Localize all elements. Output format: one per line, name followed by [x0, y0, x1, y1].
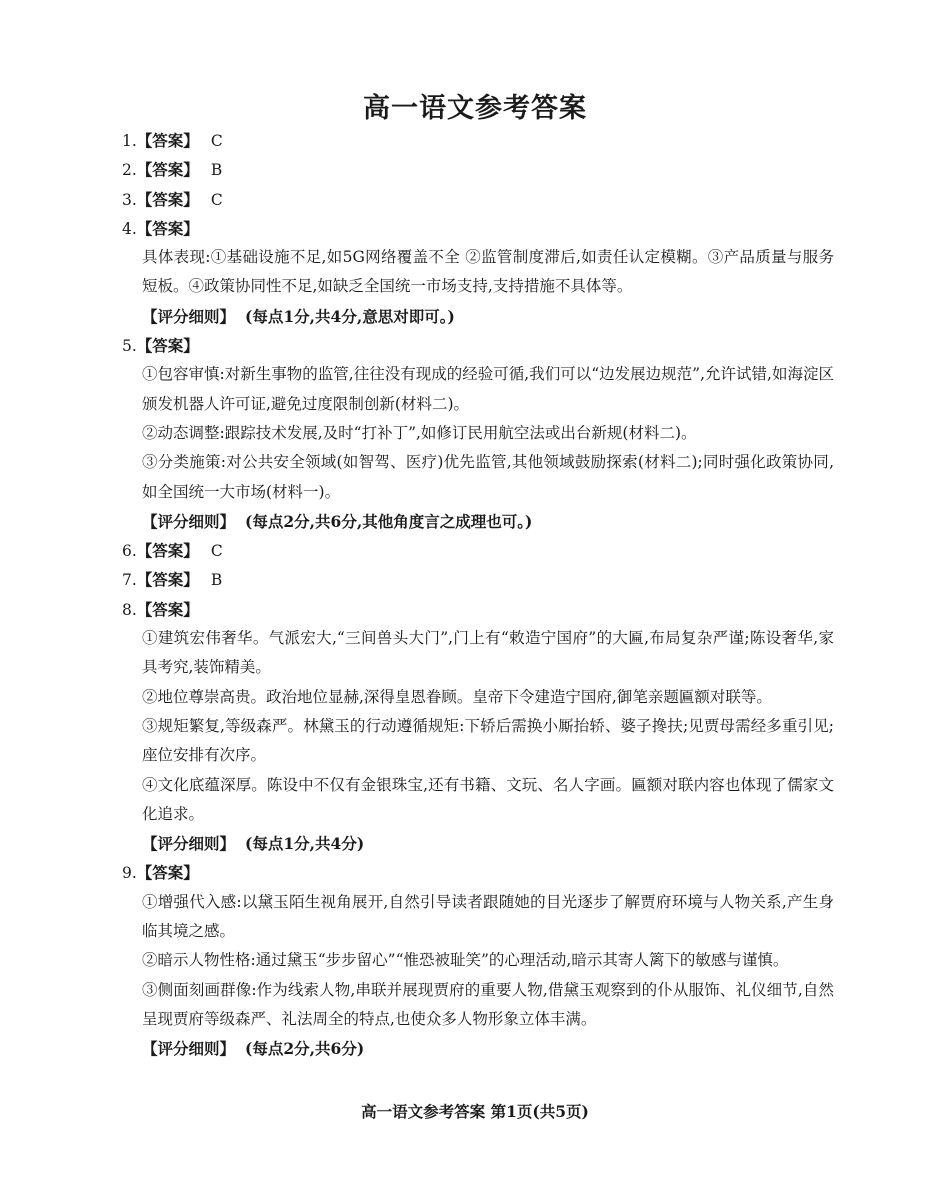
answer-tag: 【答案】 — [136, 541, 199, 561]
answer-paragraph: ②暗示人物性格:通过黛玉“步步留心”“惟恐被耻笑”的心理活动,暗示其寄人篱下的敏感与谨慎。 — [142, 951, 789, 970]
answer-item — [122, 126, 834, 155]
answer-tag: 【答案】 — [136, 570, 199, 590]
scoring-rule-tag: 【评分细则】 — [142, 511, 236, 531]
answer-paragraph: ①增强代入感:以黛玉陌生视角展开,自然引导读者跟随她的目光逐步了解贾府环境与人物关系,产生身临其境之感。 — [142, 892, 834, 941]
answer-paragraph: ④文化底蕴深厚。陈设中不仅有金银珠宝,还有书籍、文玩、名人字画。匾额对联内容也体现了儒家文化追求。 — [142, 775, 834, 823]
answer-item — [122, 214, 834, 331]
question-number: 6. — [122, 542, 137, 561]
answer-header — [122, 331, 834, 360]
answer-header — [122, 185, 834, 214]
scoring-rule — [122, 507, 834, 536]
answer-header — [122, 858, 834, 887]
scoring-rule-text: (每点1分,共4分,意思对即可。) — [245, 306, 455, 326]
answer-paragraph: ②动态调整:跟踪技术发展,及时“打补丁”,如修订民用航空法或出台新规(材料二)。 — [142, 423, 697, 442]
scoring-rule — [122, 302, 834, 331]
answer-header — [122, 565, 834, 594]
answer-paragraph: ②地位尊崇高贵。政治地位显赫,深得皇恩眷顾。皇帝下令建造宁国府,御笔亲题匾额对联等。 — [142, 687, 772, 706]
answer-header — [122, 155, 834, 184]
scoring-rule-text: (每点1分,共4分) — [245, 834, 365, 854]
answer-header — [122, 126, 834, 155]
answer-paragraph: 具体表现:①基础设施不足,如5G网络覆盖不全 ②监管制度滞后,如责任认定模糊。③产品质量与服务短板。④政策协同性不足,如缺乏全国统一市场支持,支持措施不具体等。 — [142, 248, 834, 296]
answer-header — [122, 214, 834, 243]
scoring-rule — [122, 1034, 834, 1063]
question-number: 1. — [122, 132, 137, 150]
answer-item — [122, 536, 834, 565]
answer-tag: 【答案】 — [136, 863, 199, 883]
answer-paragraph: ①包容审慎:对新生事物的监管,往往没有现成的经验可循,我们可以“边发展边规范”,允许试错,如海淀区颁发机器人许可证,避免过度限制创新(材料二)。 — [142, 365, 834, 413]
answer-choice: C — [210, 132, 223, 150]
answer-choice: C — [210, 542, 223, 561]
answer-list — [122, 126, 834, 1064]
question-number: 8. — [122, 600, 137, 619]
scoring-rule-text: (每点2分,共6分) — [245, 1039, 365, 1059]
answer-choice: B — [210, 571, 223, 590]
question-number: 3. — [122, 190, 137, 209]
answer-item — [122, 858, 834, 1063]
answer-header — [122, 595, 834, 624]
answer-item — [122, 155, 834, 184]
question-number: 5. — [122, 337, 137, 356]
answer-paragraph: ①建筑宏伟奢华。气派宏大,“三间兽头大门”,门上有“敕造宁国府”的大匾,布局复杂严谨;陈设奢华,家具考究,装饰精美。 — [142, 629, 834, 677]
answer-choice: B — [210, 161, 223, 180]
answer-header — [122, 536, 834, 565]
answer-item — [122, 565, 834, 594]
answer-item — [122, 185, 834, 214]
question-number: 4. — [122, 219, 137, 238]
question-number: 2. — [122, 161, 137, 180]
scoring-rule-tag: 【评分细则】 — [142, 306, 236, 326]
page-title: 高一语文参考答案 — [363, 93, 587, 124]
page-footer: 高一语文参考答案 第1页(共5页) — [361, 1102, 589, 1121]
answer-tag: 【答案】 — [136, 189, 199, 209]
scoring-rule-tag: 【评分细则】 — [142, 834, 236, 854]
answer-choice: C — [210, 190, 223, 209]
scoring-rule-text: (每点2分,共6分,其他角度言之成理也可。) — [245, 511, 533, 531]
answer-tag: 【答案】 — [136, 160, 199, 180]
scoring-rule-tag: 【评分细则】 — [142, 1039, 236, 1059]
answer-item — [122, 331, 834, 536]
answer-tag: 【答案】 — [136, 599, 199, 619]
answer-paragraph: ③分类施策:对公共安全领域(如智驾、医疗)优先监管,其他领域鼓励探索(材料二);同时强化政策协同,如全国统一大市场(材料一)。 — [142, 453, 834, 501]
question-number: 7. — [122, 571, 137, 590]
question-number: 9. — [122, 864, 137, 883]
answer-tag: 【答案】 — [136, 218, 199, 238]
answer-item — [122, 595, 834, 859]
answer-paragraph: ③侧面刻画群像:作为线索人物,串联并展现贾府的重要人物,借黛玉观察到的仆从服饰、礼仪细节,自然呈现贾府等级森严、礼法周全的特点,也使众多人物形象立体丰满。 — [142, 980, 834, 1028]
answer-paragraph: ③规矩繁复,等级森严。林黛玉的行动遵循规矩:下轿后需换小厮抬轿、婆子搀扶;见贾母需经多重引见;座位安排有次序。 — [142, 716, 834, 765]
scoring-rule — [122, 829, 834, 858]
answer-tag: 【答案】 — [136, 131, 199, 150]
answer-tag: 【答案】 — [136, 336, 199, 356]
